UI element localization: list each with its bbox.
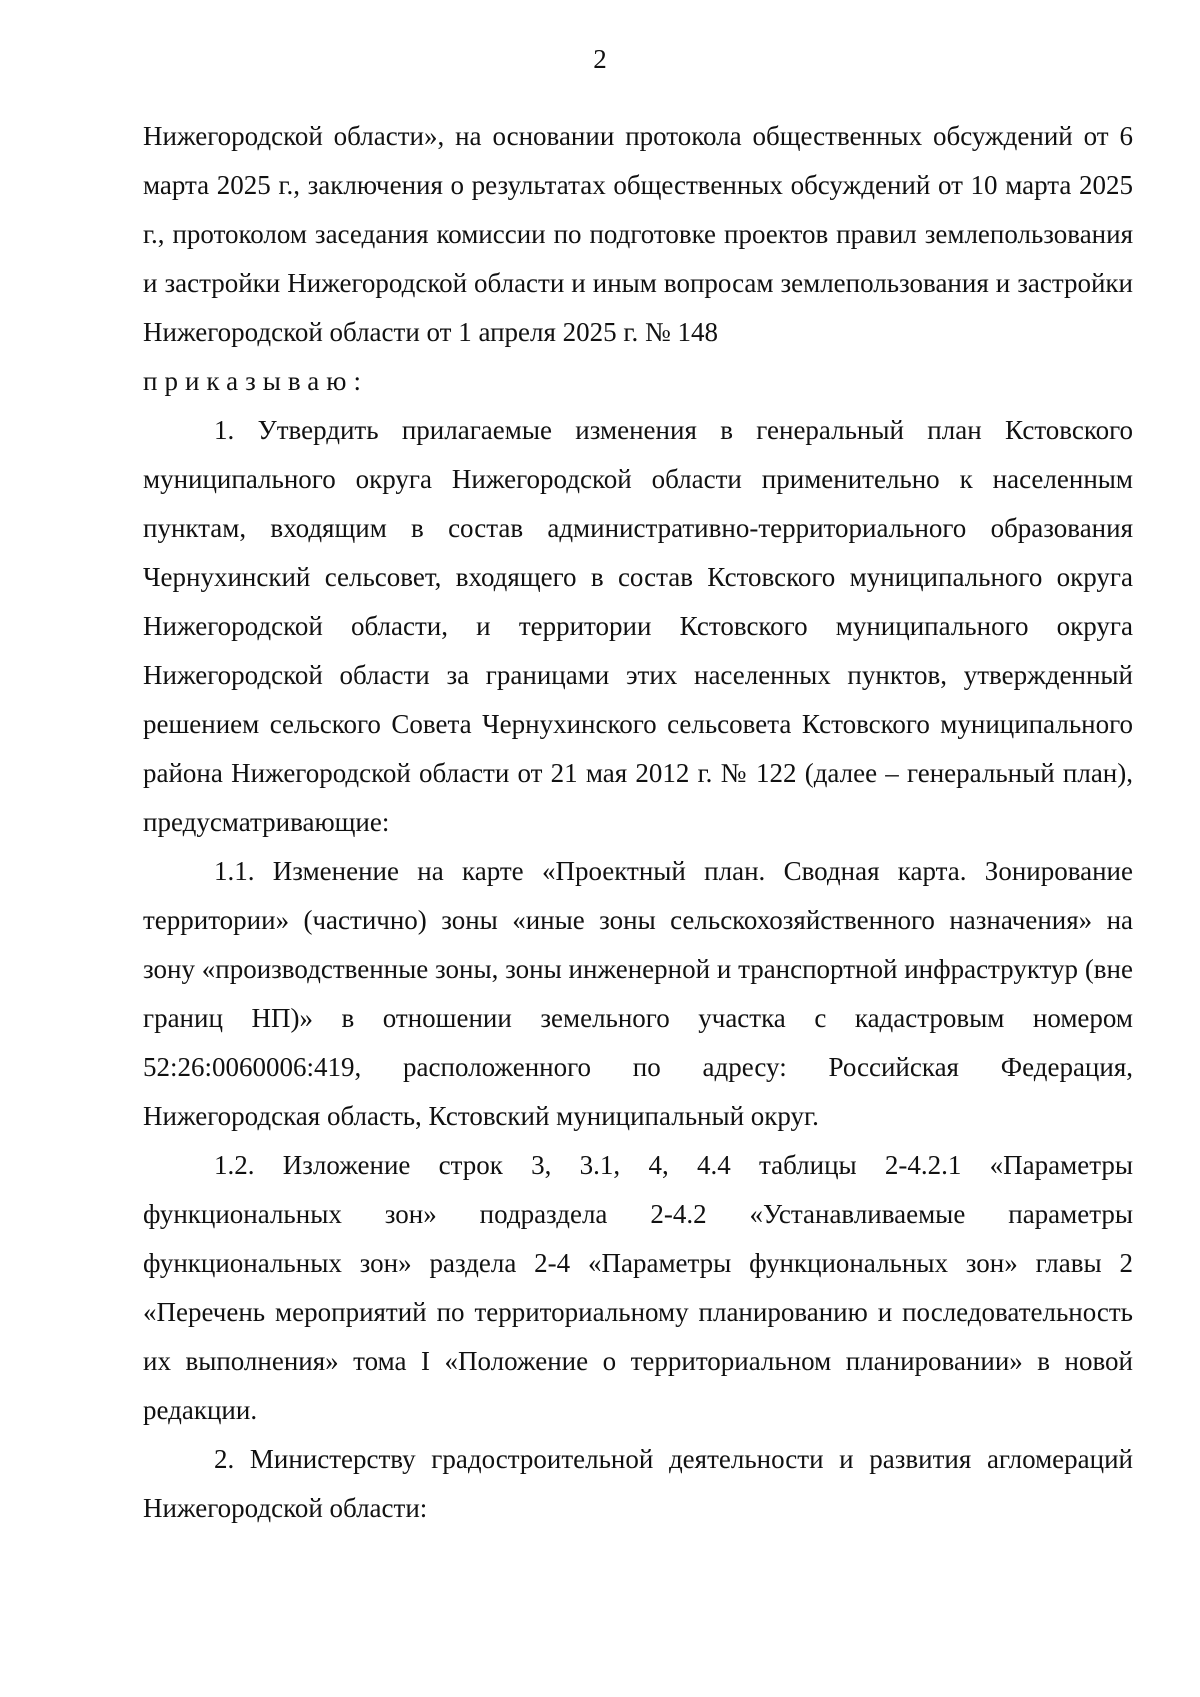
paragraph-item-1: 1. Утвердить прилагаемые изменения в генеральный план Кстовского муниципального округа Нижегородской области применительно к населенным пунктам, входящим в состав административно-территориального образования Чернухинский сельсовет, входящего в состав Кстовского муниципального округа Нижегородской области, и территории Кстовского муниципального округа Нижегородской области за границами этих населенных пунктов, утвержденный решением сельского Совета Чернухинского сельсовета Кстовского муниципального района Нижегородской области от 21 мая 2012 г. № 122 (далее – генеральный план), предусматривающие: [143,415,1133,837]
paragraph-item-1-1: 1.1. Изменение на карте «Проектный план. Сводная карта. Зонирование территории» (частично) зоны «иные зоны сельскохозяйственного назначения» на зону «производственные зоны, зоны инженерной и транспортной инфраструктур (вне границ НП)» в отношении земельного участка с кадастровым номером 52:26:0060006:419, расположенного по адресу: Российская Федерация, Нижегородская область, Кстовский муниципальный округ. [143,856,1133,1131]
page-number: 2 [593,44,607,74]
order-word: приказываю: [143,366,368,396]
paragraph-continuation: Нижегородской области», на основании протокола общественных обсуждений от 6 марта 2025 г., заключения о результатах общественных обсуждений от 10 марта 2025 г., протоколом заседания комиссии по подготовке проектов правил землепользования и застройки Нижегородской области и иным вопросам землепользования и застройки Нижегородской области от 1 апреля 2025 г. № 148 [143,121,1133,347]
paragraph-item-2: 2. Министерству градостроительной деятельности и развития агломераций Нижегородской области: [143,1444,1133,1523]
paragraph-item-1-2: 1.2. Изложение строк 3, 3.1, 4, 4.4 таблицы 2-4.2.1 «Параметры функциональных зон» подраздела 2-4.2 «Устанавливаемые параметры функциональных зон» раздела 2-4 «Параметры функциональных зон» главы 2 «Перечень мероприятий по территориальному планированию и последовательность их выполнения» тома I «Положение о территориальном планировании» в новой редакции. [143,1150,1133,1425]
document-body [143,112,1133,1533]
